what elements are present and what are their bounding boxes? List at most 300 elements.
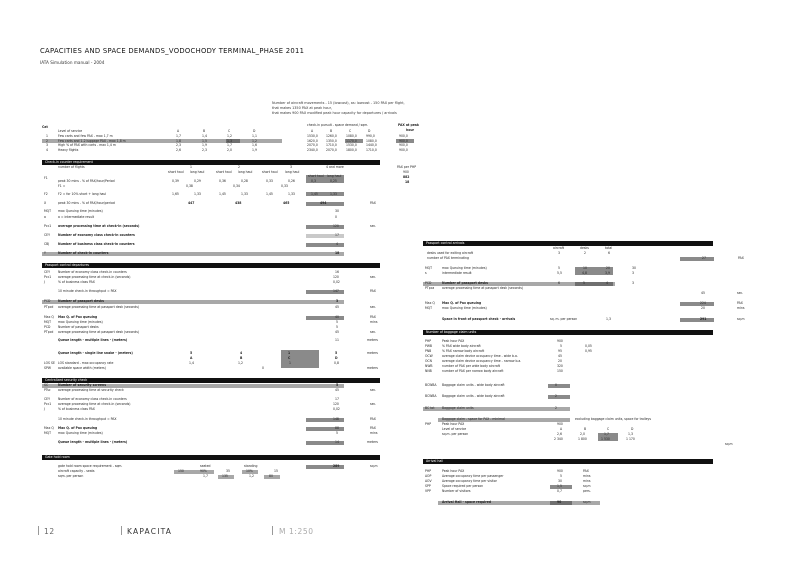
checkin-pax-val-1: 900: [403, 170, 409, 174]
pd-row-val: 16: [335, 270, 339, 274]
gate-seats-val: 15: [274, 469, 278, 473]
los-row-num: 4: [46, 147, 48, 152]
los-row-val: 1,9: [202, 143, 207, 147]
checkin-col-2: 2: [238, 165, 240, 169]
pa-pcd-val: 3: [632, 281, 634, 285]
intro-line-2: that makes 1350 PAX at peak hour,: [272, 106, 333, 110]
bg-row-val: 20: [558, 359, 562, 363]
pa-space-label: Space in front of passport check - arrivals: [442, 317, 516, 321]
f2-val: 1,45: [219, 191, 226, 196]
pa-space-cell: [680, 318, 714, 322]
single-line-label: Queue length - single line snake - (meters): [58, 351, 133, 355]
pd-row-label: average processing time at passport desk (seconds): [58, 330, 140, 334]
pa-mqt2-code: MQT: [425, 306, 432, 310]
pa-row2-val: 27: [702, 256, 706, 260]
sec-row-unit: PAX: [370, 426, 376, 430]
pd-row-code: MQT: [44, 320, 51, 324]
baggage-header: Number of baggage claim units: [423, 330, 713, 335]
pd-row-label: max Queuing time (minutes): [58, 320, 103, 324]
pa-pcd-code: PCD: [425, 281, 432, 285]
bg-row-code: PHP: [425, 339, 432, 343]
bg-row-val: 5: [560, 344, 562, 348]
pa-mqt-label: max Queuing time (minutes): [442, 266, 487, 270]
claim-area-val: 1 530: [601, 437, 610, 441]
pd-row-label: Number of economy class check-in counters: [58, 270, 127, 274]
pa-space-mid: sq. m. per person: [550, 317, 578, 321]
pa-s-val: 3,9: [605, 270, 610, 275]
los-row-area: 1260,0: [326, 134, 337, 138]
pd-row-label: % of business class PAX: [58, 280, 95, 284]
los-pax-header: PAX at peak: [398, 123, 419, 127]
bc-val: 2: [555, 406, 557, 410]
bcwbb-code: BCWBA: [425, 394, 437, 398]
los-col-d: D: [253, 129, 256, 133]
pd-row-label: average processing time at check-in (seconds): [58, 275, 131, 279]
pa-s-val: 4,8: [582, 270, 587, 275]
intro-line-3: that makes 900 PAX modified peak hour capacity for departures / arrivals: [272, 111, 397, 115]
ah-row-unit: sq.m: [583, 484, 591, 488]
pa-space-mid-val: 1,3: [606, 317, 611, 321]
checkin-row-val: 4: [336, 242, 338, 246]
ah-row-code: AOV: [425, 479, 432, 483]
pa-maxq-cell: [680, 302, 714, 306]
spw-label: available space width (meters): [58, 366, 106, 370]
ah-row-label: Number of visitors: [442, 489, 471, 493]
ah-result-unit: sq.m: [583, 500, 591, 504]
pa-pcd-label: Number of passport desks: [442, 281, 488, 285]
claim-los-col: C: [607, 427, 610, 431]
pa-pcd-val: 6: [558, 281, 560, 285]
los-col-c: C: [228, 129, 231, 133]
los-row-val: 1,5: [202, 138, 207, 143]
checkin-row-label: Number of economy class check-in counters: [58, 233, 135, 237]
pa-ptpca-unit: sec.: [737, 291, 744, 295]
checkin-row-label: max Queuing time (minutes): [58, 209, 103, 213]
pd-row-val: 45: [335, 330, 339, 334]
los-hdr-a: A: [190, 356, 193, 360]
checkin-row-label: Number of business class check-in counters: [58, 242, 135, 246]
sec-row-code: Max Q: [44, 426, 54, 430]
pd-row-code: PTpcd: [44, 330, 54, 334]
pa-mqt2-label: max Queuing time (minutes): [442, 306, 487, 310]
ah-row-val: 0,7: [557, 489, 562, 493]
pa-col: aircraft: [553, 246, 565, 250]
los-selected-block: [281, 350, 319, 368]
passport-arr-header: Passport control arrivals: [423, 241, 713, 246]
los-checkin-header: check-in pursuit - space demand / sqm.: [307, 123, 369, 127]
los-row-area: 1530,0: [346, 143, 357, 147]
bg-row-label: % PAX narrow body aircraft: [442, 349, 485, 353]
ah-row-unit: mins: [583, 474, 591, 478]
bg-row-label: Peak hour PAX: [442, 339, 465, 343]
sec-row-val: 0,02: [333, 407, 340, 411]
sec-row-val: 120: [333, 402, 339, 406]
f1b-label: F1 =: [58, 184, 66, 188]
pa-s-code: s: [425, 270, 427, 275]
bg-row-code: NNB: [425, 369, 432, 373]
footer-section: KAPACITA: [127, 527, 173, 536]
pd-row-val: 11: [335, 338, 339, 342]
pd-row-val: 40: [335, 315, 339, 319]
claim-note: excluding baggage claim units, space for trolleys: [575, 417, 651, 421]
pa-col: desks: [580, 246, 589, 250]
bg-row-label: average claim device occupancy time - wide b.a.: [442, 354, 518, 358]
los-row-num: 3: [46, 143, 48, 147]
x-unit: PAX: [370, 201, 376, 205]
f1b-val: 0,33: [281, 184, 288, 188]
checkin-col-3: 3: [290, 165, 292, 169]
pd-row-label: Queue length - multiple lines - (meters): [58, 338, 128, 342]
checkin-row-code: CEY: [44, 233, 51, 237]
footer-divider: [38, 526, 39, 535]
ah-row-val: 900: [557, 469, 563, 473]
checkin-haul-hdr: long haul: [327, 174, 342, 178]
claim-sqm-val: 1,7: [604, 432, 609, 436]
f2-val: 1,33: [241, 191, 248, 196]
sec-row-code: Pcc1: [44, 402, 52, 406]
single-num: 4: [240, 351, 243, 355]
checkin-row-label: average processing time at check-in (seconds): [58, 224, 140, 228]
pa-pcd-val: 4: [606, 281, 608, 285]
pd-row-label: Number of passport desks: [58, 325, 99, 329]
pd-row-val: 120: [333, 275, 339, 279]
los-row-val: 1,8: [176, 138, 181, 143]
checkin-row-val: 30: [335, 209, 339, 213]
los-row-val: 2,3: [202, 147, 207, 152]
los-cat-label: Cat: [42, 125, 48, 129]
pd-row-unit: sec.: [370, 330, 377, 334]
f1-val: 0,36: [219, 179, 226, 183]
checkin-row-code: MQT: [44, 209, 51, 213]
claim-area-val: 2 340: [554, 437, 563, 441]
sec-row-unit: meters: [367, 440, 378, 444]
claim-los-col: B: [584, 427, 587, 431]
ah-row-code: VPP: [425, 489, 431, 493]
page-subtitle: IATA Simulation manual - 2004: [40, 60, 105, 65]
f2-val: 1,33: [194, 191, 201, 196]
los-row-pax: 900,0: [399, 138, 408, 143]
los-row-val: 1,2: [227, 134, 232, 138]
checkin-haul-hdr: long haul: [190, 170, 205, 174]
claim-unit: sq.m: [725, 442, 733, 446]
checkin-row-label: a = intermediate result: [58, 215, 95, 219]
claim-los-col: A: [560, 427, 563, 431]
gate-label-2: aircraft capacity - seats: [58, 469, 95, 473]
pa-space-unit: sq.m: [737, 317, 745, 321]
claim-sqm-val: 2,6: [557, 432, 562, 436]
bc-label: Baggage claim units: [442, 406, 474, 410]
checkin-pax-val-3: 18: [405, 180, 410, 184]
gate-label-1: gate hold room space requirement - sqm.: [58, 464, 123, 468]
security-header: Centralized security check: [42, 378, 380, 383]
bg-bcwba-cell: [548, 384, 570, 388]
gate-sqm-val: 80: [269, 474, 273, 478]
checkin-haul-hdr: short haul: [216, 170, 232, 174]
ah-row-label: Peak hour PAX: [442, 469, 465, 473]
gate-label-3: sqm. per person: [58, 474, 84, 478]
x-val: 438: [235, 201, 242, 205]
los-col2-b: B: [330, 129, 333, 133]
pa-mqt-code: MQT: [425, 266, 432, 270]
ah-row-val: 1,5: [557, 484, 562, 488]
los-row-name: Few carts and 1-2 luggage PAX - max 1,8 m: [58, 138, 126, 143]
los-row-val: 1,9: [252, 147, 257, 152]
f1-val: 0,39: [172, 179, 179, 183]
checkin-row-highlight: [306, 243, 344, 247]
los-row-num: 1: [46, 134, 48, 138]
los-se-label: LOS standard - max occupancy rate: [58, 361, 114, 365]
los-row-area: 2070,0: [326, 147, 337, 152]
checkin-row-val: 17: [335, 233, 339, 237]
checkin-row-val: 0: [335, 215, 337, 219]
pa-mqt-val: 5: [558, 266, 560, 270]
single-num: 1: [288, 351, 291, 355]
pd-row-val: 147: [333, 289, 339, 293]
claim-los-label: Level of service: [442, 427, 467, 431]
los-col2-d: D: [368, 129, 371, 133]
los-row-val: 2,3: [176, 143, 181, 147]
pd-row-val: 5: [336, 320, 338, 324]
gate-total-unit: sq.m: [370, 464, 378, 468]
footer-divider: [272, 526, 273, 535]
sec-row-label: Max Q. of Pax queuing: [58, 426, 98, 430]
bg-row-label: % PAX wide body aircraft: [442, 344, 481, 348]
footer-scale: M 1:250: [279, 527, 314, 536]
f2-label: F2 = for 10% short + long haul: [58, 191, 107, 196]
sec-row-label: Number of economy class check-in counters: [58, 397, 127, 401]
sec-row-label: Number of security screens: [58, 383, 107, 387]
pa-row1-val: 6: [608, 251, 610, 255]
los-row-area: 2340,0: [307, 147, 318, 152]
pd-row-unit: PAX: [370, 315, 376, 319]
pa-space-val: 291: [700, 317, 707, 321]
sec-row-unit: sec.: [370, 402, 377, 406]
single-num: 5: [335, 351, 338, 355]
bg-row-val: 900: [557, 339, 563, 343]
f1-val: 0,3: [311, 179, 316, 183]
pa-row1-label: desks used for exiting aircraft: [427, 251, 474, 255]
sec-row-label: 10 minute check-in throughput = PAX: [58, 417, 117, 421]
claim-sqm-label: sq.m. per person: [442, 432, 469, 436]
f1-val: 0,25: [330, 179, 337, 183]
x-val: 465: [283, 201, 290, 205]
pd-row-code: PCD: [44, 299, 51, 303]
pd-row-unit: sec.: [370, 275, 377, 279]
pa-mqt-val: 10: [583, 266, 587, 270]
los-hdr-d: D: [335, 356, 338, 360]
pd-row-val: 3: [336, 299, 339, 303]
los-hour-header: hour: [406, 128, 415, 132]
bg-row-code: NWB: [425, 364, 433, 368]
ah-row-code: PHP: [425, 469, 432, 473]
claim-sqm-val: 1,3: [628, 432, 633, 436]
ah-row-code: SPP: [425, 484, 431, 488]
bg-row-label: average claim device occupancy time - narrow b.a.: [442, 359, 522, 363]
sec-row-label: % of business class PAX: [58, 407, 95, 411]
los-row-name: High % of PAX with carts - max 1,4 m: [58, 143, 116, 147]
claim-php-code: PHP: [425, 422, 432, 426]
sec-row-val: 88: [335, 426, 339, 430]
checkin-haul-hdr: long haul: [238, 170, 253, 174]
los-row-area: 990,0: [366, 134, 375, 138]
los-col-a: A: [177, 129, 180, 133]
pd-row-unit: sec.: [370, 305, 377, 309]
pd-row-code: J: [44, 280, 45, 284]
pa-maxq-code: Max Q: [425, 301, 435, 305]
f2-val: 1,33: [288, 191, 295, 196]
f1-val: 0,26: [288, 179, 295, 183]
los-col-b: B: [203, 129, 206, 133]
los-col2-a: A: [311, 129, 314, 133]
ah-result-val: 90: [557, 500, 562, 504]
los-row-pax: 900,0: [399, 147, 408, 152]
los-row-area: 1710,0: [366, 147, 377, 152]
sec-row-code: J: [44, 407, 45, 411]
gate-standing: standing: [244, 464, 258, 468]
bg-row-val2: 0,05: [585, 344, 592, 348]
los-row-val: 1,6: [252, 143, 257, 147]
bc-code: BC tot: [425, 406, 435, 410]
pa-s-val: 5,5: [557, 270, 562, 275]
sec-row-val: 5: [336, 431, 338, 435]
passport-dep-header: Passport control departures: [42, 263, 380, 268]
f1-val: 0,28: [241, 179, 248, 183]
pd-row-val: 5: [336, 325, 338, 329]
los-row-val: 1,4: [202, 134, 207, 138]
bcwba-label: Baggage claim units - wide body aircraft: [442, 383, 505, 387]
los-row-area: 1080,0: [366, 138, 377, 143]
los-row-val: 1,3: [227, 138, 232, 143]
los-row-val: 2,0: [227, 147, 232, 152]
los-row-area: 1710,0: [326, 143, 337, 147]
bg-row-val2: 0,95: [585, 349, 592, 353]
los-row-val: 1,2: [252, 138, 257, 143]
pa-s-val: 3: [632, 270, 634, 275]
los-row-val: 2,6: [176, 147, 181, 152]
single-num: 5: [190, 351, 193, 355]
bcwba-code: BCWBA: [425, 383, 437, 387]
bg-row-label: number of PAX per narrow body aircraft: [442, 369, 504, 373]
pd-row-code: Max Q: [44, 315, 54, 319]
los-row-val: 1,1: [252, 134, 257, 138]
los-hdr-c: C: [288, 356, 291, 360]
sec-row-val: 148: [333, 417, 339, 421]
ah-row-val: 5: [560, 474, 562, 478]
sec-row-val: 14: [335, 440, 339, 444]
los-row-area: 1530,0: [307, 134, 318, 138]
claim-los-col: D: [631, 427, 634, 431]
f1-code: F1: [44, 176, 48, 180]
pa-s-label: intermediate result: [442, 270, 472, 275]
claim-php-label: Peak hour PAX: [442, 422, 465, 426]
gate-seats-val: 10%: [246, 469, 253, 473]
ah-result-label: Arrival Hall - space required: [442, 500, 492, 504]
claim-area-val: 1 800: [578, 437, 587, 441]
los-row-area: 1800,0: [346, 147, 357, 152]
sec-row-unit: mins: [370, 431, 378, 435]
los-hdr-b: B: [240, 356, 243, 360]
pa-row1-val: 2: [584, 251, 586, 255]
pa-col: total: [605, 246, 613, 250]
ah-row-label: Average occupancy time per passenger: [442, 474, 504, 478]
footer-divider: [121, 526, 122, 535]
pa-row2-label: number of PAX terminating: [427, 256, 469, 260]
pd-row-unit: mins: [370, 320, 378, 324]
los-row-area: 1350,0: [326, 138, 337, 143]
bcwbb-val: 2: [555, 394, 557, 398]
x-val: 494: [320, 201, 327, 205]
bg-row-val: 320: [557, 364, 563, 368]
pa-ptpca-code: PTpca: [425, 286, 435, 290]
los-row-pax: 900,0: [399, 143, 408, 147]
los-se-val: 0,8: [334, 361, 339, 365]
checkin-row-unit: sec.: [370, 224, 377, 228]
los-row-area: 1080,0: [346, 134, 357, 138]
pa-maxq-label: Max Q. of Pax queuing: [442, 301, 482, 305]
checkin-row-code: CBJ: [44, 242, 50, 246]
los-level-header: Level of service: [58, 129, 83, 133]
f1-label: peak 30 mins - % of PAX/hour/Period: [58, 179, 115, 183]
checkin-header: Check-in counter requirement: [42, 160, 380, 165]
single-unit: meters: [367, 351, 378, 355]
pa-ptpca-label: average processing time at passport desk (seconds): [442, 286, 524, 290]
f1-val: 0,33: [266, 179, 273, 183]
los-se-code: LOS SE: [44, 361, 55, 365]
gate-seats-val: 35: [226, 469, 230, 473]
gate-header: Gate hold room: [42, 455, 380, 460]
pd-row-label: 10 minute check-in throughput = PAX: [58, 289, 117, 293]
pa-ptpca-val: 45: [701, 291, 705, 295]
gate-total: 289: [333, 464, 340, 468]
checkin-haul-hdr: short haul: [262, 170, 278, 174]
claim-php-val: 900: [557, 422, 563, 426]
ah-row-label: Space required per person: [442, 484, 484, 488]
sec-row-code: PTsc: [44, 388, 51, 392]
f2-val: 1,65: [172, 191, 179, 196]
pd-row-code: Pcc1: [44, 275, 52, 279]
pa-row2-cell: [680, 257, 714, 261]
los-col2-c: C: [349, 129, 352, 133]
pa-mqt2-unit: mins: [737, 306, 745, 310]
pd-row-label: Number of passport desks: [58, 299, 104, 303]
sec-row-label: Queue length - multiple lines - (meters): [58, 440, 128, 444]
checkin-row-label: Number of check-in counters: [58, 251, 109, 255]
los-row-pax: 900,0: [399, 134, 408, 138]
pd-row-val: 0,02: [333, 280, 340, 284]
pa-mqt2-val: 20: [701, 306, 705, 310]
gate-seated: seated: [200, 464, 211, 468]
bg-row-code: OCN: [425, 359, 432, 363]
checkin-row-code: a: [44, 215, 46, 219]
checkin-pax-val-2: 882: [403, 175, 410, 179]
spw-val: 0: [262, 366, 264, 370]
ah-row-unit: pers.: [583, 489, 591, 493]
footer-page-number: 12: [44, 527, 55, 536]
gate-seats-val: 150: [178, 469, 184, 473]
sec-row-val: 45: [335, 388, 339, 392]
f2-code: F2: [44, 191, 48, 196]
bg-row-val: 95: [558, 349, 562, 353]
sec-row-unit: PAX: [370, 417, 376, 421]
sec-row-label: average processing time at check-in (seconds): [58, 402, 131, 406]
ah-row-unit: PAX: [583, 469, 589, 473]
checkin-haul-hdr: long haul: [285, 170, 300, 174]
intro-line-1: Number of aircraft movements - 15 (lowcost), as: lowcost - 150 PAX per flight,: [272, 101, 405, 105]
pa-mqt-val: 20: [606, 266, 610, 270]
x-code: X: [44, 201, 47, 205]
checkin-row-code: Pcc1: [44, 224, 52, 228]
f2-val: 1,45: [266, 191, 273, 196]
